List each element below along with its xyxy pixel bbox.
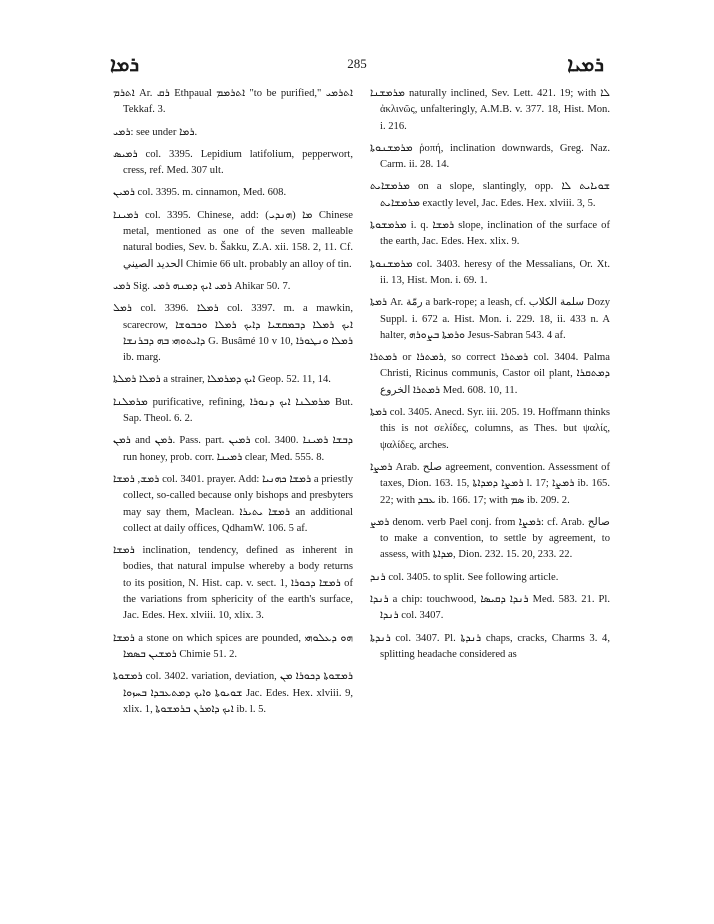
entry: ܐܬܪܡ Ar. ܪܩ Ethpaual ܐܬܪܡܡ "to be purified," ܐܬܪܡܝ Tekkaf. 3.: [113, 88, 353, 116]
running-head-left: ܪܡܐ: [110, 52, 140, 76]
entry: ܪܡܝܢ col. 3395. m. cinnamon, Med. 608.: [113, 187, 287, 199]
entry: ܡܪܡܫܐܝܬ on a slope, slantingly, opp. ܫܘܝܐܝܬ ܠܐ ܡܪܡܫܐܝܬ exactly level, Jac. Edes. Hex. xlviii. 3, 5.: [370, 181, 610, 209]
entry: ܪܡܫܐ a stone on which spices are pounded, ܗܘ ܕܥܠܘܗܝ ܪܡܫܝܢ ܒܣܡܐ Chimie 51. 2.: [113, 632, 353, 660]
entry: ܡܪܡܫܘܬܐ i. q. ܪܡܫܐ slope, inclination of the surface of the earth, Jac. Edes. Hex. xlix. 9.: [370, 220, 610, 248]
entry: ܪܡܫܘܬܐ col. 3402. variation, deviation, ܪܡܫܘܬܐ ܕܟܘܪܐ ܡܢ ܫܘܝܘܬܐ ܘܐܝܟ ܕܡܬܥܒܕܐ ܒܚܙܘܐ Jac. Edes. Hex. xlviii. 9, xlix. 1, ܐܝܟ ܕܐܡܪܢ ܒܪܡܫܘܬܐ ib. l. 5.: [113, 671, 354, 715]
entry: ܪܡܝ Sig. ܪܡܝ ܐܝܟ ܕܡܢܗ ܪܡܝ Ahikar 50. 7.: [113, 280, 291, 292]
entry: ܪܡܝܢܐ col. 3395. Chinese, add: (ܗܢܕܝ) ܡܐ Chinese metal, mentioned as one of the seven malleable natural bodies, Sev. b. Šakku, Z.A. xii. 158. 2, 11. Cf. الحديد الصيني Chimie 66 ult. probably an alloy of tin.: [113, 209, 353, 270]
entry: ܪܡܨܐ Arab. صلح agreement, convention. Assessment of taxes, Dion. 163. 15, ܪܡܨܐ ܕܡܕܐܬܐ l. 17; ܪܡܨܐ ib. 165. 22; with ܥܒܕ ib. 166. 17; with ܣܡ ib. 209. 2.: [370, 461, 611, 506]
entry: ܪܡܨ denom. verb Pael conj. from ܪܡܨܐ: cf. Arab. صالح to make a convention, to settle by agreement, to assess, with ܡܕܐܬܐ, Dion. 232. 15. 20, 233. 22.: [370, 516, 610, 561]
entry: ܪܡܝ: see under ܪܡܐ.: [113, 126, 198, 138]
left-column: [113, 86, 353, 724]
entry: ܪܡܠ col. 3396. ܪܡܠܐ col. 3397. m. a mawkin, scarecrow, ܐܝܟ ܪܡܠܐ ܕܒܡܩܫܝܐ ܕܐܝܟ ܪܡܠܐ ܘܟܒܘܫܐ ܕܐܝܬܘܗܝ ܒܗ ܕܒܪܢܫܐ G. Busâmé 10 v 10, ܪܡܠܐ ܘܢܛܘܪܐ ib. marg.: [113, 303, 353, 364]
entry: ܪܢܕܐ a chip: touchwood, ܪܢܕܐ ܕܩܝܣܐ Med. 583. 21. Pl. ܪܢܕܐ col. 3407.: [370, 594, 610, 622]
entry: ܪܢܕܬܐ col. 3407. Pl. ܪܢܕܬܐ chaps, cracks, Charms 3. 4, splitting headache considered as: [370, 632, 610, 660]
entry: ܡܪܡܫܢܐ naturally inclined, Sev. Lett. 421. 19; with ܠܐ ἀκλινῶς, unfalteringly, A.M.B. v. 377. 18, Hist. Mon. i. 216.: [370, 88, 610, 132]
entry: ܪܡܫܐ inclination, tendency, defined as inherent in bodies, that natural impulse whereby a body returns to its position, N. Hist. cap. v. sect. 1, ܪܡܫܐ ܕܟܘܪܐ of the variations from sphericity of the earth's surface, Jac. Edes. Hex. xlviii. 10, xlix. 3.: [113, 545, 353, 622]
entry: ܪܡܝܣ col. 3395. Lepidium latifolium, pepperwort, cress, ref. Med. 307 ult.: [113, 148, 353, 177]
page-number: 285: [347, 56, 367, 71]
entry: ܪܢܕ col. 3405. to split. See following article.: [370, 571, 559, 583]
right-column: [370, 86, 610, 669]
entry: ܪܡܬܐ Ar. رمّة a bark-rope; a leash, cf. سلمة الكلاب Dozy Suppl. i. 672 a. Hist. Mon. i. 229. 18, ii. 433 n. A halter, ܘܪܡܬܐ ܒܨܘܪܗ Jesus-Sabran 543. 4 af.: [370, 297, 610, 341]
entry: ܪܡܢ and ܪܡܢ. Pass. part. ܪܡܝܢ col. 3400. ܕܒܫܐ ܪܡܝܢܐ run honey, prob. corr. ܪܡܝܢܐ clear, Med. 555. 8.: [113, 435, 353, 463]
entry: ܡܪܡܫܢܘܬܐ col. 3403. heresy of the Messalians, Or. Xt. ii. 13, Hist. Mon. i. 69. 1.: [370, 258, 610, 286]
entry: ܪܡܬܐ col. 3405. Anecd. Syr. iii. 205. 19. Hoffmann thinks this is not σελίδες, columns, as Thes. but ψαλίς, ψαλίδες, arches.: [370, 407, 610, 451]
entry: ܡܪܡܠܢܐ purificative, refining, ܡܪܡܠܢܐ ܐܝܟ ܕܢܘܪܐ But. Sap. Theol. 6. 2.: [113, 396, 353, 425]
entry: ܪܡܫ, ܪܡܫܐ col. 3401. prayer. Add: ܪܡܫܐ ܟܗܢܝܐ a priestly collect, so-called because only bishops and presbyters may say them, Maclean. ܪܡܫܐ ܝܬܝܪܐ an additional collect at daily offices, QdhamW. 106. 5 af.: [113, 473, 354, 534]
page-header: [110, 52, 604, 78]
entry: ܪܡܠܐ ܪܡܠܬܐ a strainer, ܐܝܟ ܕܡܪܡܠܐ Geop. 52. 11, 14.: [113, 374, 331, 386]
entry: ܡܪܡܫܢܘܬܐ ῥοπή, inclination downwards, Greg. Naz. Carm. ii. 28. 14.: [370, 142, 610, 171]
entry: ܪܡܬܪܐ or ܪܡܬܪܐ, so correct ܪܡܬܪܐ col. 3404. Palma Christi, Ricinus communis, Castor oil plant, ܕܡܬܩܪܐ ܪܡܬܪܐ الخروع Med. 608. 10, 11.: [370, 352, 610, 396]
running-head-right: ܪܡܝܐ: [567, 52, 604, 76]
